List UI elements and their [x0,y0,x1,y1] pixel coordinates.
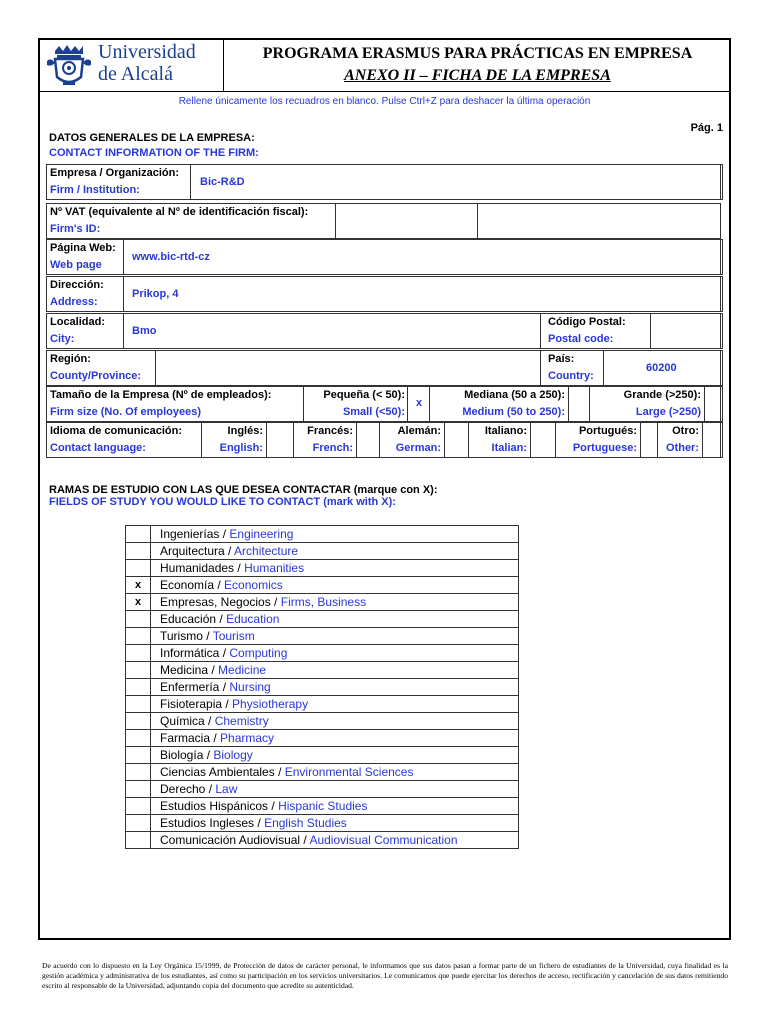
field-name-en: Medicine [218,663,267,677]
section-fields-heading [49,484,437,508]
field-name: Economía / Economics [151,577,519,594]
field-checkbox[interactable] [126,526,151,543]
size-medium-checkbox[interactable] [568,386,590,422]
field-name-es: Empresas, Negocios [160,595,271,609]
document-subtitle: ANEXO II – FICHA DE LA EMPRESA [344,67,611,84]
field-name-es: Ingenierías [160,527,220,541]
country-value: 60200 [646,362,677,374]
language-other-label-es: Otro: [672,425,699,437]
field-checkbox[interactable]: x [126,577,151,594]
field-name: Comunicación Audiovisual / Audiovisual Communication [151,832,519,849]
field-name-es: Turismo [160,629,203,643]
field-checkbox[interactable] [126,747,151,764]
field-name: Estudios Ingleses / English Studies [151,815,519,832]
language-french-checkbox[interactable] [356,422,380,458]
size-row [46,386,721,422]
field-name: Ciencias Ambientales / Environmental Sciences [151,764,519,781]
postal-label-en: Postal code: [548,333,614,345]
field-name-es: Estudios Hispánicos [160,799,269,813]
field-name-en: Engineering [229,527,294,541]
table-row [126,747,519,764]
field-name-es: Educación [160,612,217,626]
field-name: Medicina / Medicine [151,662,519,679]
language-portuguese-label-en: Portuguese: [572,442,637,454]
country-label-en: Country: [548,370,594,382]
vat-input[interactable] [335,203,478,239]
city-row [46,313,721,349]
field-checkbox[interactable] [126,781,151,798]
instruction-text: Rellene únicamente los recuadros en blanco. Pulse Ctrl+Z para deshacer la última operación [178,96,591,107]
language-other-label-en: Other: [666,442,699,454]
university-seal-icon [45,43,93,89]
field-name-en: Chemistry [214,714,269,728]
address-label-en: Address: [50,296,98,308]
table-row [126,543,519,560]
table-row [126,679,519,696]
field-checkbox[interactable] [126,679,151,696]
field-name-es: Estudios Ingleses [160,816,255,830]
table-row [126,798,519,815]
section-general-data-title-es: DATOS GENERALES DE LA EMPRESA: [49,132,255,144]
table-row [126,560,519,577]
web-row [46,239,721,275]
language-italian-label-en: Italian: [491,442,527,454]
university-logo [40,40,224,92]
field-name: Educación / Education [151,611,519,628]
section-fields-title-en: FIELDS OF STUDY YOU WOULD LIKE TO CONTACT (mark with X): [49,496,396,508]
address-value: Prikop, 4 [132,288,179,300]
table-row [126,696,519,713]
field-name-en: Architecture [234,544,299,558]
field-name-en: Tourism [212,629,255,643]
field-name-en: Humanities [244,561,305,575]
size-large-label-en: Large (>250) [635,406,701,418]
size-large-label-es: Grande (>250): [623,389,701,401]
firm-label-en: Firm / Institution: [50,184,140,196]
table-row [126,526,519,543]
firm-row [46,164,721,200]
field-name-en: Audiovisual Communication [309,833,458,847]
language-french-label-en: French: [312,442,353,454]
field-name-es: Química [160,714,205,728]
document-title: PROGRAMA ERASMUS PARA PRÁCTICAS EN EMPRESA [262,45,693,62]
language-italian-label-es: Italiano: [484,425,527,437]
firm-input[interactable] [190,164,723,200]
logo-line-2: de Alcalá [98,63,173,85]
field-name-en: Law [215,782,238,796]
language-label-en: Contact language: [50,442,146,454]
web-label-es: Página Web: [50,242,116,254]
table-row [126,815,519,832]
field-name-en: Physiotherapy [232,697,309,711]
field-name: Fisioterapia / Physiotherapy [151,696,519,713]
field-name-en: Education [226,612,280,626]
city-input[interactable] [123,313,541,349]
field-checkbox[interactable] [126,815,151,832]
form-header [40,40,729,92]
field-name-es: Biología [160,748,204,762]
language-portuguese-checkbox[interactable] [640,422,658,458]
table-row [126,730,519,747]
field-name: Química / Chemistry [151,713,519,730]
table-row [126,781,519,798]
size-small-mark: x [416,397,423,409]
field-name-es: Farmacia [160,731,211,745]
table-row [126,611,519,628]
language-german-checkbox[interactable] [444,422,469,458]
field-name: Humanidades / Humanities [151,560,519,577]
size-large-checkbox[interactable] [704,386,723,422]
address-input[interactable] [123,276,723,312]
field-name-en: Firms, Business [280,595,367,609]
field-name-en: Nursing [229,680,271,694]
field-name-es: Economía [160,578,215,592]
field-name-en: English Studies [264,816,347,830]
field-checkbox[interactable] [126,730,151,747]
field-name: Arquitectura / Architecture [151,543,519,560]
field-name-es: Enfermería [160,680,220,694]
language-english-checkbox[interactable] [266,422,294,458]
size-medium-label-es: Mediana (50 a 250): [464,389,565,401]
region-label-en: County/Province: [50,370,142,382]
field-name: Empresas, Negocios / Firms, Business [151,594,519,611]
page-number: Pág. 1 [690,122,723,134]
address-label-es: Dirección: [50,279,104,291]
field-name: Informática / Computing [151,645,519,662]
table-row [126,645,519,662]
field-name-es: Informática [160,646,220,660]
table-row [126,662,519,679]
field-name-en: Hispanic Studies [278,799,368,813]
field-name: Derecho / Law [151,781,519,798]
field-name: Biología / Biology [151,747,519,764]
language-row [46,422,721,458]
field-checkbox[interactable] [126,696,151,713]
field-checkbox[interactable] [126,543,151,560]
language-label-es: Idioma de comunicación: [50,425,183,437]
field-name-es: Humanidades [160,561,235,575]
field-name: Estudios Hispánicos / Hispanic Studies [151,798,519,815]
logo-line-1: Universidad [98,41,196,63]
field-name: Farmacia / Pharmacy [151,730,519,747]
address-row [46,276,721,312]
field-name: Ingenierías / Engineering [151,526,519,543]
language-portuguese-label-es: Portugués: [578,425,637,437]
table-row [126,764,519,781]
vat-label-es: Nº VAT (equivalente al Nº de identificación fiscal): [50,206,309,218]
city-label-en: City: [50,333,75,345]
size-medium-label-en: Medium (50 to 250): [462,406,565,418]
field-name-en: Computing [229,646,288,660]
field-name-es: Fisioterapia [160,697,223,711]
fields-of-study-table [125,525,519,849]
vat-row [46,203,721,239]
table-row [126,832,519,849]
web-label-en: Web page [50,259,102,271]
postal-input[interactable] [650,313,723,349]
field-name-en: Economics [224,578,283,592]
field-name-en: Pharmacy [220,731,275,745]
table-row [126,594,519,611]
web-value: www.bic-rtd-cz [132,251,210,263]
size-small-checkbox[interactable] [407,386,430,422]
field-name-en: Biology [213,748,253,762]
city-value: Bmo [132,325,157,337]
vat-label-en: Firm's ID: [50,223,101,235]
form-frame [38,38,731,940]
field-checkbox[interactable] [126,611,151,628]
field-checkbox[interactable] [126,662,151,679]
field-name: Enfermería / Nursing [151,679,519,696]
field-checkbox[interactable]: x [126,594,151,611]
language-other-checkbox[interactable] [702,422,723,458]
size-label-es: Tamaño de la Empresa (Nº de empleados): [50,389,272,401]
field-name-es: Comunicación Audiovisual [160,833,301,847]
size-label-en: Firm size (No. Of employees) [50,406,201,418]
field-checkbox[interactable] [126,645,151,662]
field-checkbox[interactable] [126,764,151,781]
language-german-label-en: German: [395,442,441,454]
firm-label-es: Empresa / Organización: [50,167,179,179]
table-row [126,577,519,594]
section-fields-title-es: RAMAS DE ESTUDIO CON LAS QUE DESEA CONTACTAR (marque con X): [49,484,438,496]
country-input[interactable] [603,350,723,386]
section-general-data-heading [49,131,259,161]
web-input[interactable] [123,239,723,275]
size-small-label-es: Pequeña (< 50): [323,389,405,401]
field-checkbox[interactable] [126,832,151,849]
table-row [126,713,519,730]
postal-label-es: Código Postal: [548,316,626,328]
region-input[interactable] [155,350,541,386]
region-row [46,350,721,386]
field-name-es: Arquitectura [160,544,225,558]
firm-value: Bic-R&D [200,176,245,188]
field-checkbox[interactable] [126,560,151,577]
field-name: Turismo / Tourism [151,628,519,645]
language-english-label-es: Inglés: [227,425,263,437]
section-general-data-title-en: CONTACT INFORMATION OF THE FIRM: [49,147,259,159]
country-label-es: País: [548,353,575,365]
field-name-en: Environmental Sciences [284,765,414,779]
field-name-es: Ciencias Ambientales [160,765,275,779]
city-label-es: Localidad: [50,316,106,328]
legal-notice: De acuerdo con lo dispuesto en la Ley Orgánica 15/1999, de Protección de datos de carácter personal, le informamos que sus datos pasan a formar parte de un fichero de estudiantes de la Universidad, cuya finalidad es la gestión académica y administrativa de los estudiantes, así como su participación en los servicios universitarios. Le comunicamos que puede ejercitar los derechos de acceso, rectificación y cancelación de sus datos remitiendo escrito al responsable de la Universidad, adjuntando copia del documento que acredite su autenticidad. [42,961,728,990]
table-row [126,628,519,645]
field-checkbox[interactable] [126,713,151,730]
region-label-es: Región: [50,353,91,365]
size-small-label-en: Small (<50): [342,406,405,418]
language-english-label-en: English: [219,442,263,454]
field-name-es: Medicina [160,663,209,677]
field-checkbox[interactable] [126,628,151,645]
language-german-label-es: Alemán: [397,425,441,437]
field-checkbox[interactable] [126,798,151,815]
language-italian-checkbox[interactable] [530,422,556,458]
language-french-label-es: Francés: [307,425,353,437]
field-name-es: Derecho [160,782,206,796]
